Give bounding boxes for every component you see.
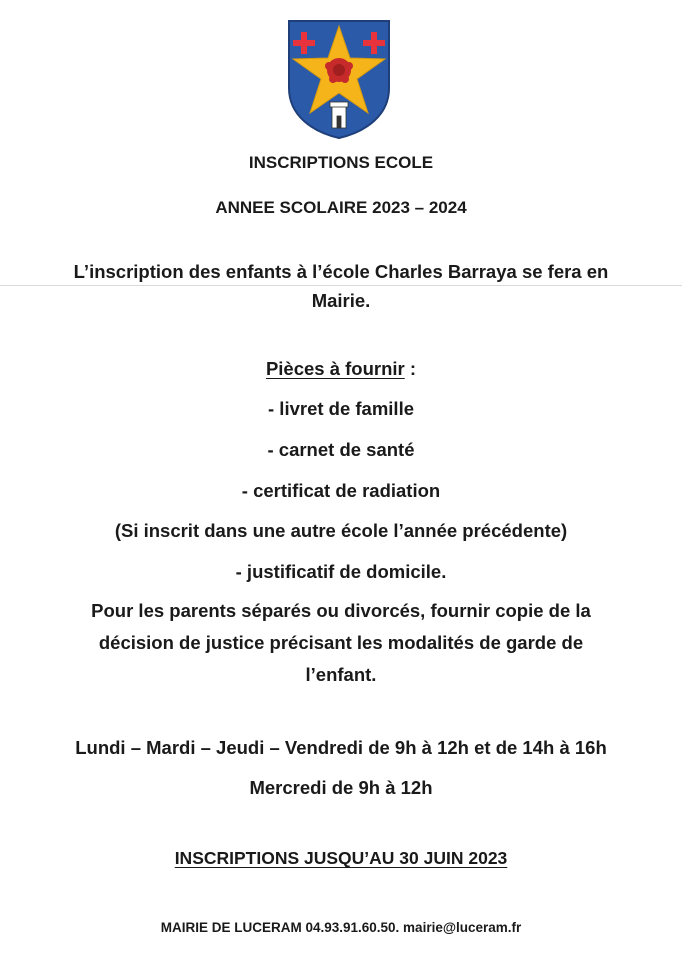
- tower-icon: [330, 102, 348, 128]
- school-year: ANNEE SCOLAIRE 2023 – 2024: [215, 198, 467, 217]
- documents-heading-colon: :: [404, 358, 417, 379]
- documents-heading-label: Pièces à fournir: [265, 358, 405, 379]
- coat-of-arms-logo: [285, 18, 393, 140]
- opening-hours-line-1: Lundi – Mardi – Jeudi – Vendredi de 9h à 12h et de 14h à 16h: [75, 737, 607, 758]
- scan-line: [0, 285, 682, 286]
- documents-heading: [0, 358, 682, 380]
- document-item: - justificatif de domicile.: [235, 561, 447, 582]
- footer-contact: MAIRIE DE LUCERAM 04.93.91.60.50. mairie@luceram.fr: [160, 920, 522, 935]
- document-item-note: (Si inscrit dans une autre école l’année précédente): [114, 520, 568, 541]
- page-title: INSCRIPTIONS ECOLE: [248, 153, 434, 172]
- note-line-3: l’enfant.: [305, 664, 377, 685]
- intro-line-2: Mairie.: [311, 290, 371, 311]
- deadline-notice: INSCRIPTIONS JUSQU’AU 30 JUIN 2023: [174, 848, 508, 868]
- opening-hours-line-2: Mercredi de 9h à 12h: [249, 777, 433, 798]
- note-line-2: décision de justice précisant les modalités de garde de: [98, 632, 584, 653]
- document-item: - livret de famille: [268, 398, 414, 419]
- note-line-1: Pour les parents séparés ou divorcés, fournir copie de la: [91, 600, 591, 621]
- document-item: - carnet de santé: [267, 439, 415, 460]
- intro-line-1: L’inscription des enfants à l’école Charles Barraya se fera en: [73, 261, 609, 282]
- document-item: - certificat de radiation: [241, 480, 441, 501]
